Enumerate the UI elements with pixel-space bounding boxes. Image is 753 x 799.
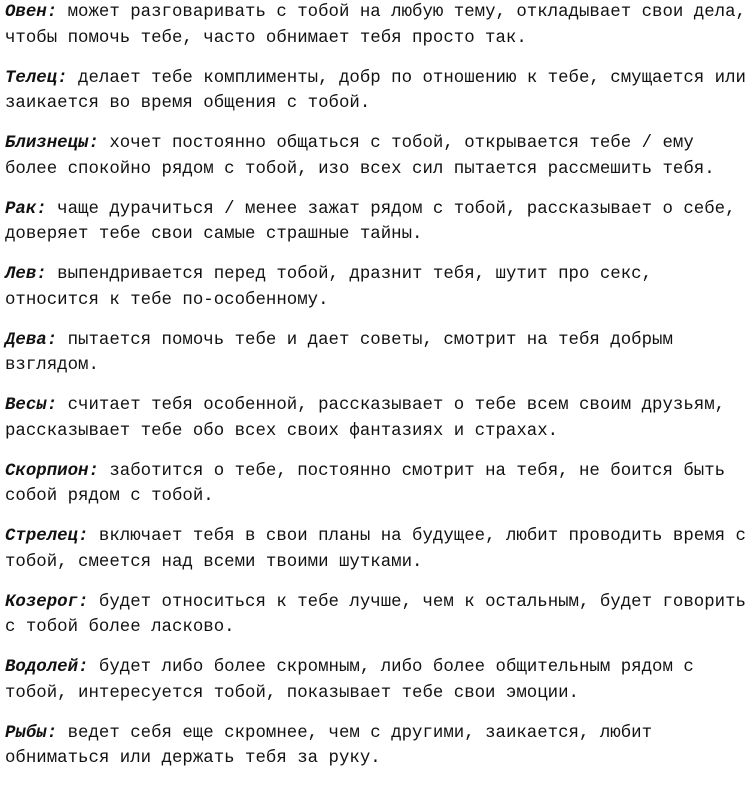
sign-label: Рыбы: bbox=[5, 723, 58, 743]
entry-text: пытается помочь тебе и дает советы, смотрит на тебя добрым взглядом. bbox=[5, 330, 673, 375]
entry-cancer bbox=[5, 197, 747, 248]
entry-aquarius bbox=[5, 655, 747, 706]
entry-text: выпендривается перед тобой, дразнит тебя, шутит про секс, относится к тебе по-особенному. bbox=[5, 265, 653, 310]
sign-label: Овен: bbox=[5, 3, 58, 22]
sign-label: Скорпион: bbox=[5, 461, 99, 481]
entry-sagittarius bbox=[5, 524, 747, 575]
entry-capricorn bbox=[5, 590, 747, 641]
entry-taurus bbox=[5, 66, 747, 117]
sign-label: Стрелец: bbox=[5, 527, 89, 546]
entry-text: включает тебя в свои планы на будущее, любит проводить время с тобой, смеется над всеми твоими шутками. bbox=[5, 527, 746, 572]
entry-text: заботится о тебе, постоянно смотрит на тебя, не боится быть собой рядом с тобой. bbox=[5, 461, 726, 506]
sign-label: Весы: bbox=[5, 396, 58, 415]
sign-label: Рак: bbox=[5, 199, 47, 219]
entry-libra bbox=[5, 393, 747, 444]
entry-text: ведет себя еще скромнее, чем с другими, заикается, любит обниматься или держать тебя за руку. bbox=[5, 723, 653, 768]
entry-text: будет относиться к тебе лучше, чем к остальным, будет говорить с тобой более ласково. bbox=[5, 592, 746, 637]
entry-text: хочет постоянно общаться с тобой, открывается тебе / ему более спокойно рядом с тобой, изо всех сил пытается рассмешить тебя. bbox=[5, 134, 715, 179]
entry-text: будет либо более скромным, либо более общительным рядом с тобой, интересуется тобой, показывает тебе свои эмоции. bbox=[5, 658, 694, 703]
entry-scorpio bbox=[5, 459, 747, 510]
entry-text: делает тебе комплименты, добр по отношению к тебе, смущается или заикается во время общения с тобой. bbox=[5, 68, 746, 113]
sign-label: Близнецы: bbox=[5, 134, 99, 153]
sign-label: Дева: bbox=[5, 330, 58, 350]
sign-label: Телец: bbox=[5, 68, 68, 88]
entry-gemini bbox=[5, 131, 747, 182]
sign-label: Лев: bbox=[5, 265, 47, 284]
sign-label: Козерог: bbox=[5, 592, 89, 612]
entry-text: считает тебя особенной, рассказывает о тебе всем своим друзьям, рассказывает тебе обо всех своих фантазиях и страхах. bbox=[5, 396, 726, 441]
entry-virgo bbox=[5, 328, 747, 379]
entry-aries bbox=[5, 0, 747, 51]
entry-text: может разговаривать с тобой на любую тему, откладывает свои дела, чтобы помочь тебе, часто обнимает тебя просто так. bbox=[5, 3, 746, 48]
entry-pisces bbox=[5, 721, 747, 772]
entry-text: чаще дурачиться / менее зажат рядом с тобой, рассказывает о себе, доверяет тебе свои самые страшные тайны. bbox=[5, 199, 736, 244]
entry-leo bbox=[5, 262, 747, 313]
sign-label: Водолей: bbox=[5, 658, 89, 677]
